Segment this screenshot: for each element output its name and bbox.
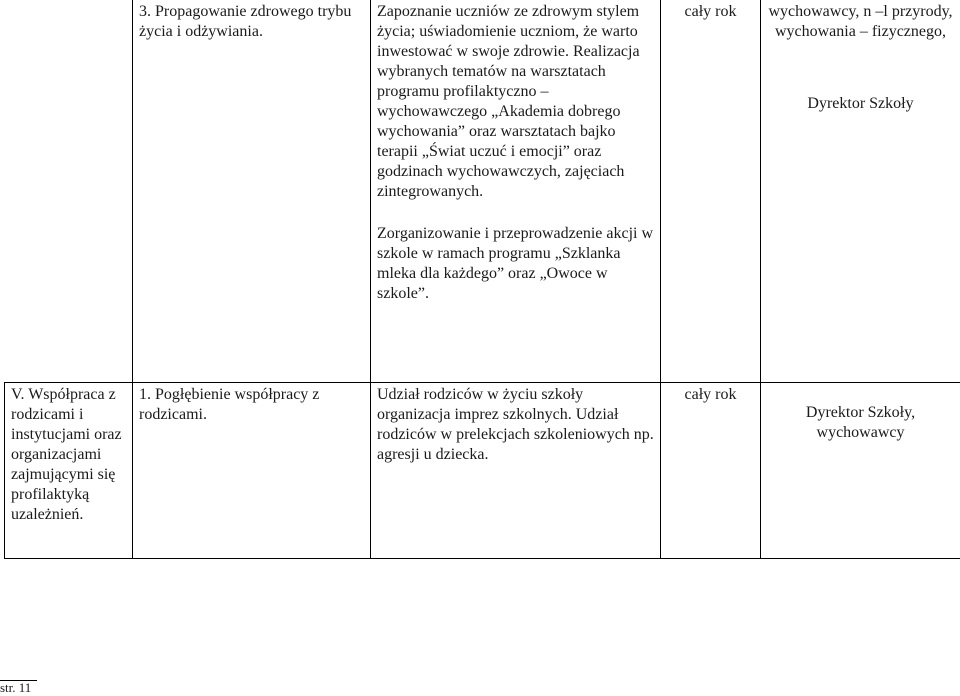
actions-cell xyxy=(371,382,661,558)
responsible-text: wychowawcy, n –l przyrody, wychowania – fizycznego, xyxy=(768,3,953,40)
area-text: V. Współpraca z rodzicami i instytucjami oraz organizacjami zajmującymi się profilaktyką uzależnień. xyxy=(11,385,122,523)
term-text: cały rok xyxy=(684,3,737,20)
task-text: 3. Propagowanie zdrowego trybu życia i odżywiania. xyxy=(139,3,352,40)
page-number: str. 11 xyxy=(0,680,37,695)
responsible-cell xyxy=(761,382,960,558)
table-row xyxy=(5,0,960,382)
action-text: Zorganizowanie i przeprowadzenie akcji w szkole w ramach programu „Szklanka mleka dla każdego” oraz „Owoce w szkole”. xyxy=(377,225,654,302)
plan-table-container xyxy=(4,0,960,560)
task-text: 1. Pogłębienie współpracy z rodzicami. xyxy=(139,385,320,423)
task-cell xyxy=(133,0,371,382)
responsible-cell xyxy=(761,0,960,382)
action-text: Zapoznanie uczniów ze zdrowym stylem życia; uświadomienie uczniom, że warto inwestować w swoje zdrowie. Realizacja wybranych tematów na warsztatach programu profilaktyczno – wychowawczego „Akademia dobrego wychowania” oraz warsztatach bajko terapii „Świat uczuć i emocji” oraz godzinach wychowawczych, zajęciach zintegrowanych. xyxy=(377,3,640,200)
plan-table xyxy=(4,0,960,559)
term-cell xyxy=(661,382,761,558)
area-cell xyxy=(5,0,133,382)
responsible-text: Dyrektor Szkoły xyxy=(807,95,914,112)
table-row xyxy=(5,382,960,558)
term-cell xyxy=(661,0,761,382)
responsible-text: Dyrektor Szkoły, wychowawcy xyxy=(805,403,916,441)
term-text: cały rok xyxy=(684,385,737,403)
task-cell xyxy=(133,382,371,558)
action-text: Udział rodziców w życiu szkoły organizacja imprez szkolnych. Udział rodziców w prelekcjach szkoleniowych np. agresji u dziecka. xyxy=(377,385,654,463)
actions-cell xyxy=(371,0,661,382)
spacer xyxy=(377,202,654,224)
area-cell xyxy=(5,382,133,558)
